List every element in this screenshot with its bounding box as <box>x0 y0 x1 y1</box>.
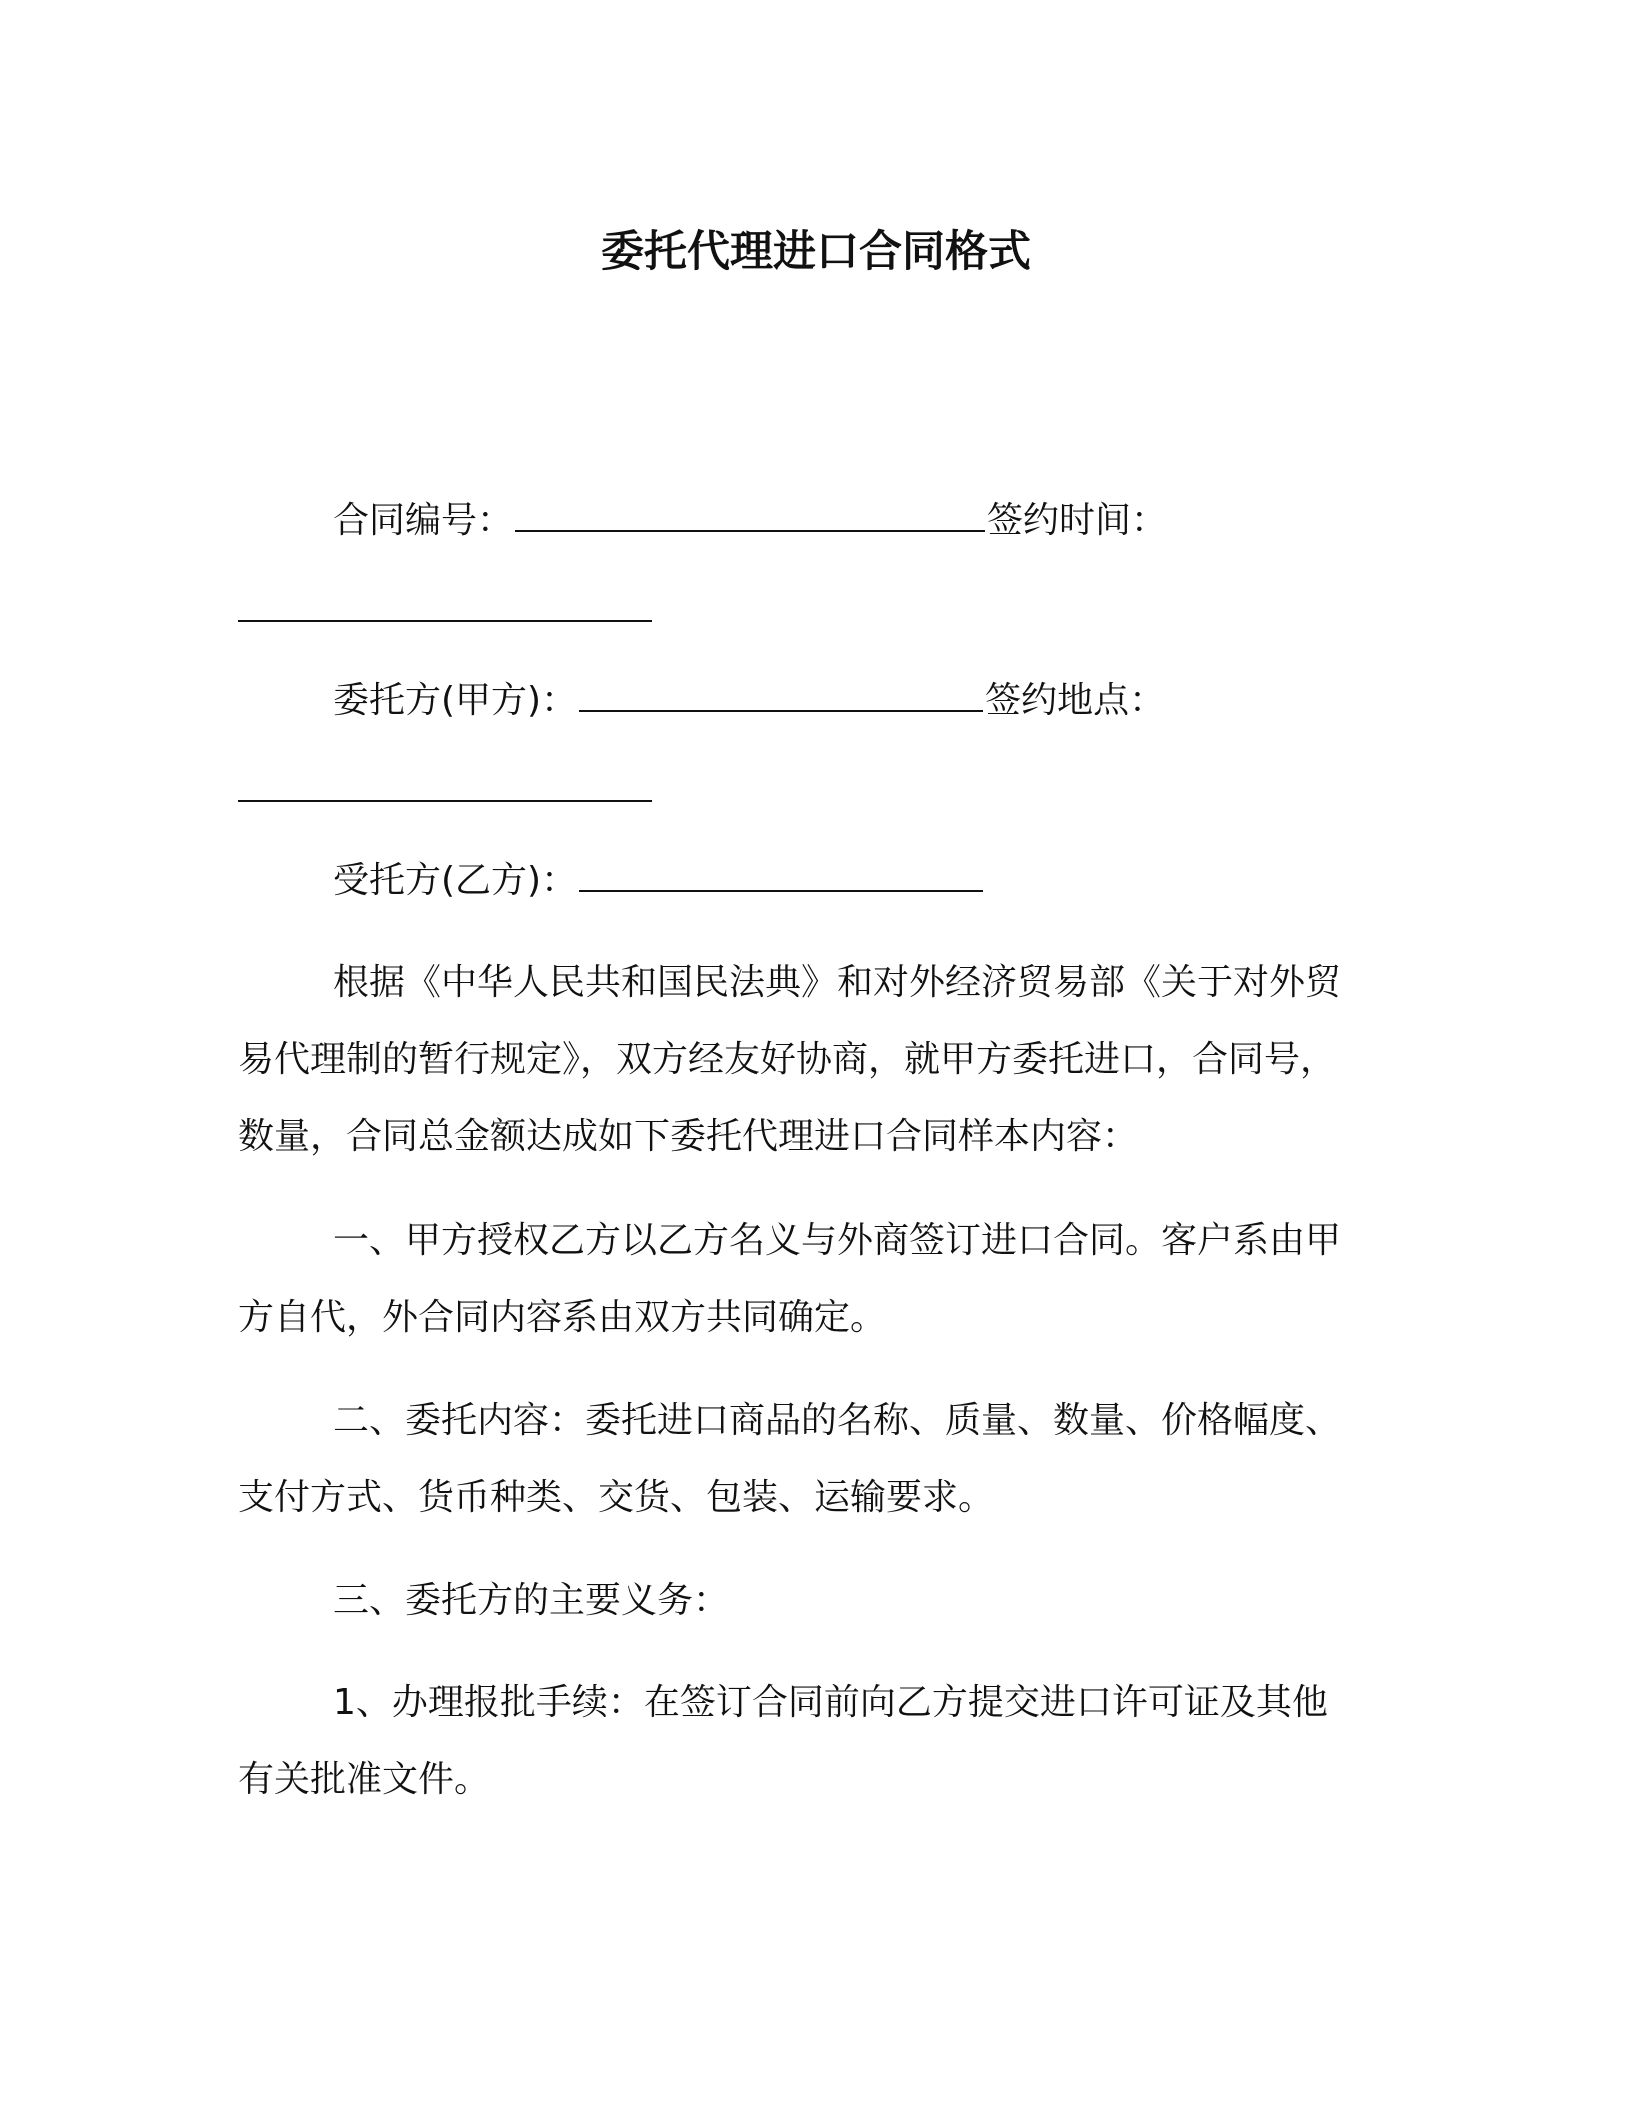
paragraph-line: 方自代，外合同内容系由双方共同确定。 <box>238 1297 887 1338</box>
agent-blank[interactable] <box>579 860 983 892</box>
paragraph-clause-1 <box>238 1202 1368 1356</box>
paragraph-clause-3-heading <box>238 1562 1368 1639</box>
contract-number-row <box>333 496 1167 546</box>
paragraph-line: 数量，合同总金额达成如下委托代理进口合同样本内容： <box>238 1116 1139 1157</box>
agent-label: 受托方(乙方)： <box>333 860 578 901</box>
paragraph-line: 一、甲方授权乙方以乙方名义与外商签订进口合同。客户系由甲 <box>333 1220 1342 1261</box>
paragraph-line: 根据《中华人民共和国民法典》和对外经济贸易部《关于对外贸 <box>333 962 1342 1003</box>
sign-place-label: 签约地点： <box>985 680 1166 721</box>
paragraph-preamble <box>238 944 1368 1175</box>
contract-number-blank[interactable] <box>515 500 985 532</box>
paragraph-clause-2 <box>238 1382 1368 1536</box>
contract-number-label: 合同编号： <box>333 500 514 541</box>
agent-row <box>333 856 985 906</box>
document-title: 委托代理进口合同格式 <box>601 227 1031 277</box>
paragraph-line: 二、委托内容：委托进口商品的名称、质量、数量、价格幅度、 <box>333 1400 1342 1441</box>
paragraph-line: 三、委托方的主要义务： <box>333 1580 730 1621</box>
sign-time-label: 签约时间： <box>987 500 1168 541</box>
principal-blank[interactable] <box>579 680 983 712</box>
principal-row <box>333 676 1165 726</box>
paragraph-line: 有关批准文件。 <box>238 1759 491 1800</box>
sign-place-blank[interactable] <box>238 798 652 802</box>
principal-label: 委托方(甲方)： <box>333 680 578 721</box>
paragraph-line: 支付方式、货币种类、交货、包装、运输要求。 <box>238 1477 995 1518</box>
paragraph-line: 1、办理报批手续：在签订合同前向乙方提交进口许可证及其他 <box>333 1682 1328 1723</box>
paragraph-line: 易代理制的暂行规定》，双方经友好协商，就甲方委托进口，合同号， <box>238 1039 1337 1080</box>
sign-time-blank[interactable] <box>238 618 652 622</box>
paragraph-clause-3-item-1 <box>238 1664 1368 1818</box>
